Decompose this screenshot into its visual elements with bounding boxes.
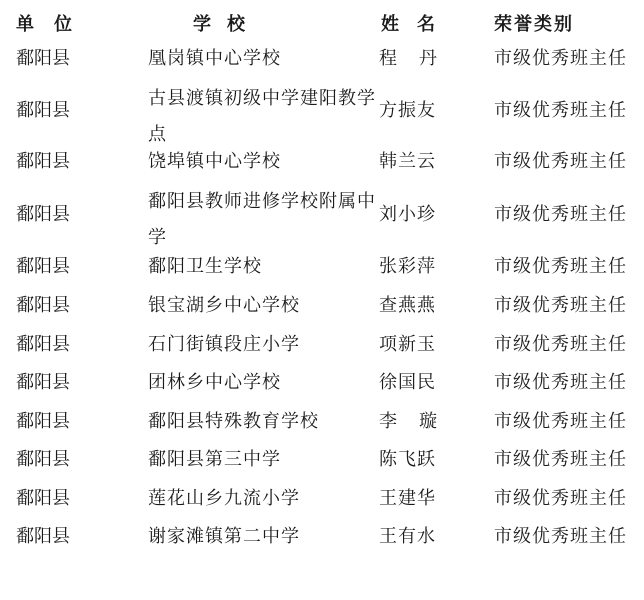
cell-honor: 市级优秀班主任 <box>494 526 627 547</box>
cell-honor: 市级优秀班主任 <box>494 100 627 121</box>
cell-unit: 鄱阳县 <box>16 204 70 225</box>
header-name: 姓名 <box>381 14 453 35</box>
cell-honor: 市级优秀班主任 <box>494 256 627 277</box>
cell-school: 鄱阳卫生学校 <box>148 256 262 277</box>
cell-name: 程丹 <box>379 48 459 69</box>
cell-unit: 鄱阳县 <box>16 256 70 277</box>
cell-unit: 鄱阳县 <box>16 334 70 355</box>
cell-unit: 鄱阳县 <box>16 526 70 547</box>
cell-school: 莲花山乡九流小学 <box>148 488 300 509</box>
cell-honor: 市级优秀班主任 <box>494 334 627 355</box>
header-unit: 单位 <box>16 14 92 35</box>
cell-unit: 鄱阳县 <box>16 449 70 470</box>
cell-school: 饶埠镇中心学校 <box>148 151 281 172</box>
cell-school: 凰岗镇中心学校 <box>148 48 281 69</box>
cell-name: 徐国民 <box>379 372 436 393</box>
cell-name: 李璇 <box>379 411 459 432</box>
cell-school: 鄱阳县特殊教育学校 <box>148 411 319 432</box>
cell-school: 谢家滩镇第二中学 <box>148 526 300 547</box>
header-school: 学校 <box>193 14 261 35</box>
cell-school: 银宝湖乡中心学校 <box>148 295 300 316</box>
cell-school: 鄱阳县教师进修学校附属中学 <box>148 191 376 248</box>
cell-name: 王建华 <box>379 488 436 509</box>
cell-unit: 鄱阳县 <box>16 48 70 69</box>
cell-name: 王有水 <box>379 526 436 547</box>
cell-name: 张彩萍 <box>379 256 436 277</box>
header-honor-category: 荣誉类别 <box>494 14 574 35</box>
cell-honor: 市级优秀班主任 <box>494 372 627 393</box>
cell-honor: 市级优秀班主任 <box>494 48 627 69</box>
cell-school: 古县渡镇初级中学建阳教学点 <box>148 88 376 145</box>
cell-school: 团林乡中心学校 <box>148 372 281 393</box>
cell-name: 项新玉 <box>379 334 436 355</box>
cell-honor: 市级优秀班主任 <box>494 204 627 225</box>
cell-name: 查燕燕 <box>379 295 436 316</box>
cell-honor: 市级优秀班主任 <box>494 411 627 432</box>
cell-unit: 鄱阳县 <box>16 100 70 121</box>
cell-school: 鄱阳县第三中学 <box>148 449 281 470</box>
cell-honor: 市级优秀班主任 <box>494 151 627 172</box>
cell-name: 韩兰云 <box>379 151 436 172</box>
cell-name: 陈飞跃 <box>379 449 436 470</box>
cell-unit: 鄱阳县 <box>16 295 70 316</box>
cell-school: 石门街镇段庄小学 <box>148 334 300 355</box>
cell-name: 刘小珍 <box>379 204 436 225</box>
cell-honor: 市级优秀班主任 <box>494 488 627 509</box>
cell-unit: 鄱阳县 <box>16 411 70 432</box>
cell-unit: 鄱阳县 <box>16 151 70 172</box>
cell-honor: 市级优秀班主任 <box>494 449 627 470</box>
cell-unit: 鄱阳县 <box>16 488 70 509</box>
cell-name: 方振友 <box>379 100 436 121</box>
cell-unit: 鄱阳县 <box>16 372 70 393</box>
cell-honor: 市级优秀班主任 <box>494 295 627 316</box>
